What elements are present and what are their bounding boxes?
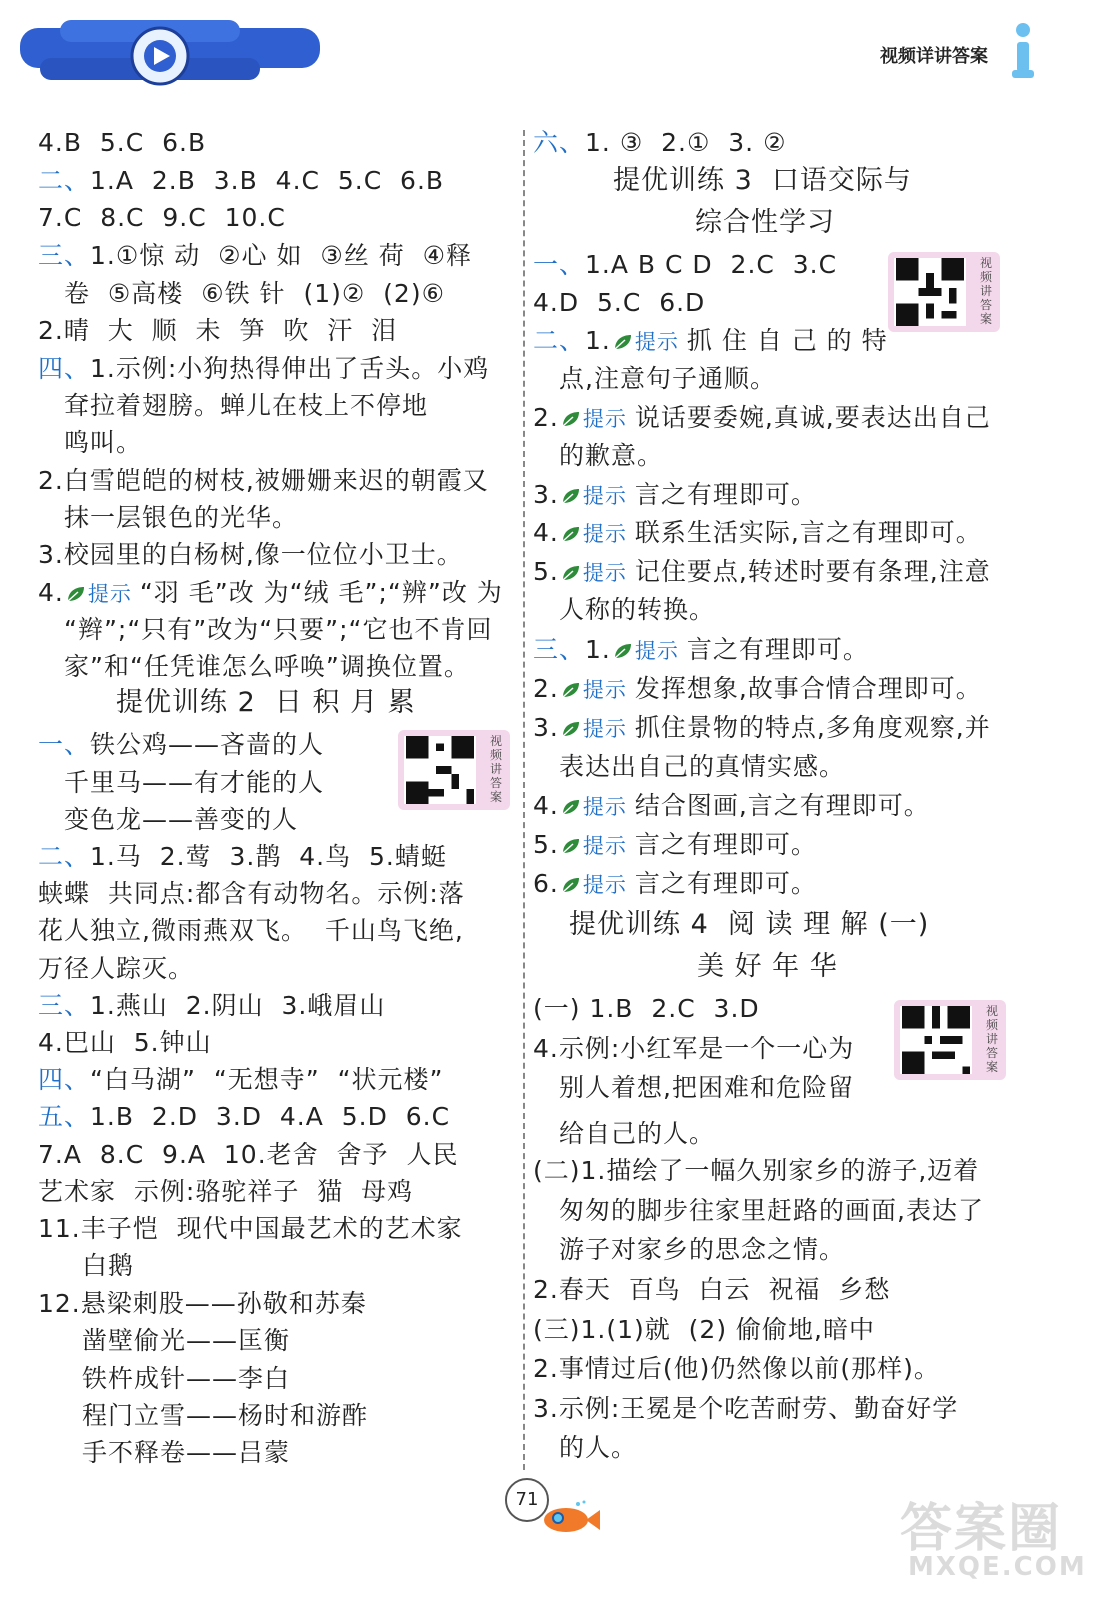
answer-line: [38, 576, 503, 611]
leaf-icon: [613, 333, 633, 351]
answer-line: [38, 464, 489, 498]
answer-text: 2.晴 大 顺 未 笋 吹 汗 泪: [38, 316, 398, 345]
answer-text: 点,注意句子通顺。: [559, 364, 776, 393]
answer-text: 1.A B C D 2.C 3.C: [585, 250, 838, 279]
answer-line: [38, 803, 298, 837]
answer-text: 2.: [533, 674, 559, 703]
answer-line: [38, 1436, 290, 1470]
leaf-icon: [66, 585, 86, 603]
answer-text: 给自己的人。: [559, 1119, 716, 1148]
hint-label: 提示: [582, 873, 627, 897]
answer-line: [38, 164, 444, 198]
answer-line: [38, 1362, 290, 1396]
answer-text: 1.A 2.B 3.B 4.C 5.C 6.B: [90, 166, 445, 195]
leaf-icon: [561, 525, 581, 543]
answer-text: 4.: [533, 791, 559, 820]
answer-line: [38, 650, 470, 684]
answer-line: [38, 1175, 413, 1209]
section-marker: 一、: [38, 730, 91, 759]
answer-line: [38, 201, 286, 235]
qr-label: 视频讲答案: [979, 256, 992, 326]
answer-text: (二)1.描绘了一幅久别家乡的游子,迈着: [533, 1156, 980, 1185]
answer-text: 5.: [533, 830, 559, 859]
answer-text: 1.①惊 动 ②心 如 ③丝 荷 ④释: [90, 241, 473, 270]
hint-label: 提示: [634, 639, 679, 663]
qr-code-section-2[interactable]: [398, 730, 510, 810]
qr-code-section-3[interactable]: [888, 252, 1000, 332]
answer-text: 艺术家 示例:骆驼祥子 猫 母鸡: [38, 1177, 414, 1206]
answer-line: [38, 277, 445, 311]
hint-text: 抓 住 自 己 的 特: [686, 326, 888, 355]
answer-text: 凿壁偷光——匡衡: [82, 1326, 291, 1355]
answer-line: [38, 952, 194, 986]
section-marker: 五、: [38, 1102, 91, 1131]
answer-line: [533, 1313, 875, 1347]
answer-text: 千里马——有才能的人: [64, 768, 325, 797]
answer-line: [533, 711, 991, 746]
answer-text: 4.D 5.C 6.D: [533, 288, 706, 317]
answer-line: [533, 789, 930, 824]
answer-text: 的歉意。: [559, 441, 664, 470]
qr-code-section-4[interactable]: [894, 1000, 1006, 1080]
answer-line: [38, 1063, 444, 1097]
answer-line: [533, 1071, 854, 1105]
answer-text: 2.事情过后(他)仍然像以前(那样)。: [533, 1354, 940, 1383]
answer-line: [38, 352, 489, 386]
hint-label: 提示: [582, 484, 627, 508]
answer-text: 的人。: [559, 1433, 638, 1462]
answer-text: (一) 1.B 2.C 3.D: [533, 994, 760, 1023]
answer-text: 铁杵成针——李白: [82, 1364, 291, 1393]
hint-text: 结合图画,言之有理即可。: [634, 791, 930, 820]
answer-text: 1.: [585, 635, 611, 664]
answer-line: [38, 613, 493, 647]
answer-text: 1.马 2.莺 3.鹊 4.鸟 5.蜻蜓: [90, 842, 447, 871]
header-i-icon: [1010, 22, 1036, 80]
qr-label: 视频讲答案: [489, 734, 502, 804]
answer-line: [38, 1138, 458, 1172]
answer-line: [533, 401, 991, 436]
answer-text: 1. ③ 2.① 3. ②: [585, 128, 787, 157]
answer-line: [533, 1233, 845, 1267]
hint-label: 提示: [582, 561, 627, 585]
answer-text: 3.示例:王冕是个吃苦耐劳、勤奋好学: [533, 1394, 959, 1423]
answer-text: 手不释卷——吕蒙: [82, 1438, 291, 1467]
leaf-icon: [561, 798, 581, 816]
section-marker: 二、: [38, 842, 91, 871]
answer-line: [533, 1154, 979, 1188]
answer-text: 白鹅: [82, 1251, 135, 1280]
answer-text: 匆匆的脚步往家里赶路的画面,表达了: [559, 1196, 984, 1225]
answer-text: 2.白雪皑皑的树枝,被姗姗来迟的朝霞又: [38, 466, 489, 495]
answer-text: 7.A 8.C 9.A 10.老舍 舍予 人民: [38, 1140, 459, 1169]
section-marker: 四、: [38, 1065, 91, 1094]
answer-text: 4.B 5.C 6.B: [38, 128, 207, 157]
answer-text: “白马湖” “无想寺” “状元楼”: [90, 1065, 444, 1094]
section-title: 美 好 年 华: [697, 951, 838, 982]
hint-text: 言之有理即可。: [634, 869, 817, 898]
section-marker: 三、: [38, 991, 91, 1020]
hint-label: 提示: [582, 678, 627, 702]
leaf-icon: [561, 720, 581, 738]
answer-text: 7.C 8.C 9.C 10.C: [38, 203, 286, 232]
answer-text: 万径人踪灭。: [38, 954, 195, 983]
answer-line: [38, 877, 465, 911]
section-marker: 三、: [533, 635, 586, 664]
answer-line: [533, 126, 787, 160]
answer-text: 4.: [38, 578, 64, 607]
answer-line: [533, 672, 982, 707]
fish-icon: [538, 1500, 600, 1536]
section-marker: 一、: [533, 250, 586, 279]
section-title: 综合性学习: [695, 207, 835, 238]
hint-label: 提示: [87, 582, 132, 606]
answer-line: [533, 478, 817, 513]
answer-line: [38, 389, 428, 423]
leaf-icon: [561, 837, 581, 855]
answer-text: 卷 ⑤高楼 ⑥铁 针 (1)② (2)⑥: [64, 279, 445, 308]
answer-text: 鸣叫。: [64, 428, 143, 457]
answer-line: [38, 1399, 368, 1433]
hint-text: 联系生活实际,言之有理即可。: [634, 518, 982, 547]
answer-line: [38, 1324, 290, 1358]
answer-text: 别人着想,把困难和危险留: [559, 1073, 854, 1102]
answer-line: [533, 555, 991, 590]
hint-text: 记住要点,转述时要有条理,注意: [634, 557, 991, 586]
answer-line: [533, 439, 663, 473]
answer-line: [38, 426, 142, 460]
answer-text: 蛱蝶 共同点:都含有动物名。示例:落: [38, 879, 465, 908]
leaf-icon: [561, 564, 581, 582]
hint-label: 提示: [634, 330, 679, 354]
section-title: 提优训练 3 口语交际与: [613, 165, 912, 196]
answer-line: [38, 1100, 450, 1134]
answer-line: [38, 1212, 463, 1246]
answer-line: [38, 766, 324, 800]
hint-text: 言之有理即可。: [686, 635, 869, 664]
hint-text: 言之有理即可。: [634, 830, 817, 859]
answer-text: 3.: [533, 480, 559, 509]
watermark: [900, 1486, 1087, 1596]
answer-line: [533, 992, 760, 1026]
section-marker: 二、: [38, 166, 91, 195]
answer-line: [38, 239, 472, 273]
hint-label: 提示: [582, 834, 627, 858]
answer-text: 1.B 2.D 3.D 4.A 5.D 6.C: [90, 1102, 451, 1131]
section-marker: 六、: [533, 128, 586, 157]
hint-text: 发挥想象,故事合情合理即可。: [634, 674, 982, 703]
qr-label: 视频讲答案: [985, 1004, 998, 1074]
answer-text: 人称的转换。: [559, 595, 716, 624]
answer-line: [533, 1273, 890, 1307]
hint-label: 提示: [582, 795, 627, 819]
answer-text: 6.: [533, 869, 559, 898]
answer-text: 耷拉着翅膀。蝉儿在枝上不停地: [64, 391, 429, 420]
answer-text: 2.: [533, 403, 559, 432]
page-number: 71: [505, 1478, 549, 1522]
answer-line: [38, 840, 447, 874]
header-banner: [20, 18, 320, 90]
hint-label: 提示: [582, 407, 627, 431]
answer-text: 4.巴山 5.钟山: [38, 1028, 212, 1057]
hint-label: 提示: [582, 522, 627, 546]
section-marker: 二、: [533, 326, 586, 355]
answer-line: [533, 1194, 984, 1228]
answer-text: 4.: [533, 518, 559, 547]
answer-text: 程门立雪——杨时和游酢: [82, 1401, 369, 1430]
answer-line: [533, 1352, 940, 1386]
answer-text: 变色龙——善变的人: [64, 805, 299, 834]
answer-line: [533, 750, 845, 784]
answer-text: 表达出自己的真情实感。: [559, 752, 846, 781]
answer-line: [38, 1026, 212, 1060]
answer-text: 11.丰子恺 现代中国最艺术的艺术家: [38, 1214, 463, 1243]
answer-text: “辫”;“只有”改为“只要”;“它也不肯回: [64, 615, 493, 644]
qr-code-icon: [894, 258, 966, 326]
leaf-icon: [561, 487, 581, 505]
answer-line: [38, 914, 464, 948]
answer-line: [533, 362, 776, 396]
answer-text: 4.示例:小红军是一个一心为: [533, 1034, 855, 1063]
answer-line: [533, 324, 888, 359]
answer-text: 1.: [585, 326, 611, 355]
answer-line: [38, 501, 298, 535]
answer-text: 家”和“任凭谁怎么呼唤”调换位置。: [64, 652, 470, 681]
answer-line: [38, 1249, 134, 1283]
answer-line: [38, 989, 385, 1023]
answer-line: [38, 314, 397, 348]
watermark-text: 答案圈: [900, 1499, 1063, 1559]
leaf-icon: [561, 876, 581, 894]
column-divider: [523, 130, 525, 1470]
answer-line: [533, 828, 817, 863]
answer-line: [533, 1431, 637, 1465]
hint-text: “羽 毛”改 为“绒 毛”;“辨”改 为: [139, 578, 503, 607]
hint-text: 抓住景物的特点,多角度观察,并: [634, 713, 991, 742]
answer-line: [38, 1287, 367, 1321]
qr-code-icon: [900, 1006, 972, 1074]
section-title: 提优训练 2 日 积 月 累: [116, 687, 416, 718]
answer-line: [533, 867, 817, 902]
leaf-icon: [613, 642, 633, 660]
answer-line: [38, 126, 206, 160]
answer-text: 3.校园里的白杨树,像一位位小卫士。: [38, 540, 463, 569]
answer-text: 抹一层银色的光华。: [64, 503, 299, 532]
answer-line: [533, 633, 869, 668]
answer-line: [38, 538, 463, 572]
watermark-url: MXQE.COM: [908, 1552, 1087, 1582]
hint-text: 说话要委婉,真诚,要表达出自己: [634, 403, 991, 432]
answer-text: 12.悬梁刺股——孙敬和苏秦: [38, 1289, 367, 1318]
answer-line: [533, 1117, 715, 1151]
answer-text: 1.燕山 2.阴山 3.峨眉山: [90, 991, 386, 1020]
answer-line: [533, 1392, 958, 1426]
hint-text: 言之有理即可。: [634, 480, 817, 509]
answer-text: 1.示例:小狗热得伸出了舌头。小鸡: [90, 354, 490, 383]
answer-text: 铁公鸡——吝啬的人: [90, 730, 325, 759]
qr-code-icon: [404, 736, 476, 804]
answer-text: 花人独立,微雨燕双飞。 千山鸟飞绝,: [38, 916, 464, 945]
answer-text: 游子对家乡的思念之情。: [559, 1235, 846, 1264]
leaf-icon: [561, 681, 581, 699]
hint-label: 提示: [582, 717, 627, 741]
answer-text: 5.: [533, 557, 559, 586]
answer-text: 2.春天 百鸟 白云 祝福 乡愁: [533, 1275, 891, 1304]
answer-line: [533, 1032, 854, 1066]
answer-text: (三)1.(1)就 (2) 偷偷地,暗中: [533, 1315, 875, 1344]
answer-line: [533, 286, 705, 320]
answer-line: [533, 593, 715, 627]
answer-line: [533, 248, 837, 282]
leaf-icon: [561, 410, 581, 428]
section-marker: 四、: [38, 354, 91, 383]
answer-line: [533, 516, 982, 551]
section-title: 提优训练 4 阅 读 理 解 (一): [569, 909, 930, 940]
answer-text: 3.: [533, 713, 559, 742]
section-marker: 三、: [38, 241, 91, 270]
answer-line: [38, 728, 324, 762]
header-title: 视频详讲答案: [880, 46, 988, 67]
